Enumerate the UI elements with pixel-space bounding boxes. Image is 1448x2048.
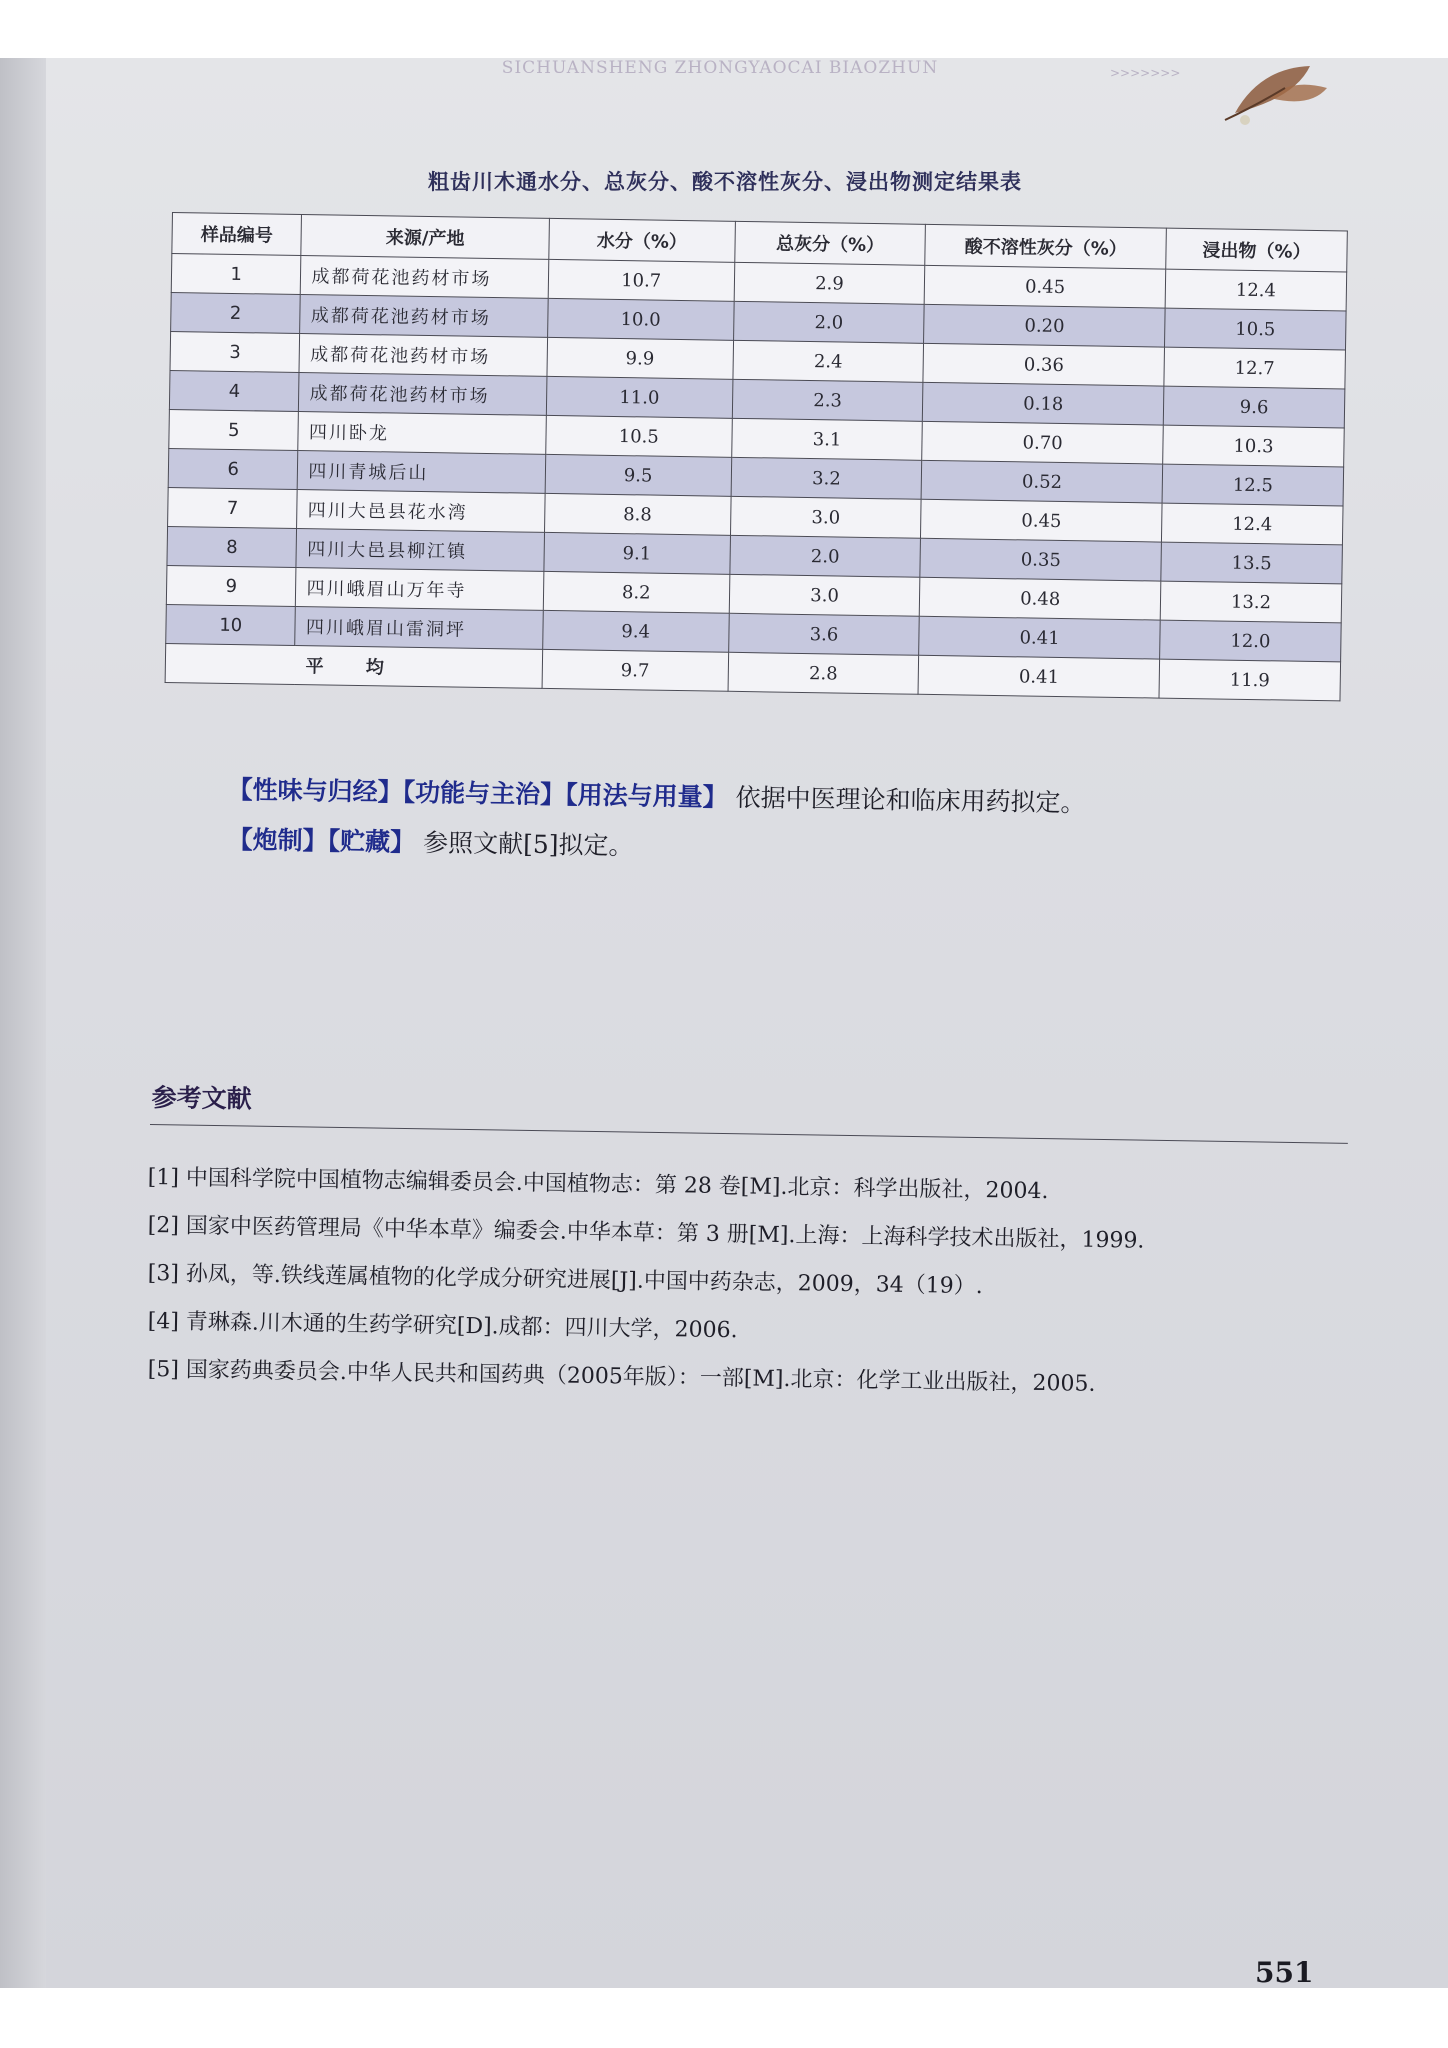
sample-id-cell: 7 [168, 487, 298, 528]
page-number: 551 [1255, 1956, 1314, 1988]
reference-item: [3] 孙凤，等.铁线莲属植物的化学成分研究进展[J].中国中药杂志，2009，34（19）. [147, 1260, 983, 1300]
sample-id-cell: 3 [170, 331, 300, 372]
paragraph-usage [227, 770, 1327, 823]
total-ash-cell: 3.2 [731, 457, 922, 499]
acid-ash-cell: 0.20 [924, 304, 1165, 347]
source-cell: 四川青城后山 [298, 451, 546, 494]
section-headings: 【性味与归经】【功能与主治】【用法与用量】 [227, 774, 728, 812]
book-page [0, 58, 1448, 1988]
sample-id-cell: 10 [166, 604, 296, 645]
spine-shadow [0, 58, 46, 1988]
acid-ash-cell: 0.41 [919, 616, 1160, 659]
source-cell: 四川大邑县花水湾 [297, 490, 545, 533]
paragraph-text: 参照文献[5]拟定。 [422, 828, 634, 861]
avg-acid-ash-cell: 0.41 [918, 655, 1159, 698]
extract-cell: 12.4 [1165, 269, 1347, 311]
total-ash-cell: 2.0 [733, 301, 924, 343]
reference-item: [1] 中国科学院中国植物志编辑委员会.中国植物志：第 28 卷[M].北京：科学出版社，2004. [147, 1164, 1049, 1205]
avg-total-ash-cell: 2.8 [728, 652, 919, 694]
total-ash-cell: 2.0 [730, 535, 921, 577]
total-ash-cell: 3.1 [731, 418, 922, 460]
acid-ash-cell: 0.48 [920, 577, 1161, 620]
total-ash-cell: 2.3 [732, 379, 923, 421]
col-header-source: 来源/产地 [301, 215, 549, 260]
sample-id-cell: 9 [166, 565, 296, 606]
extract-cell: 10.3 [1163, 425, 1345, 467]
sample-id-cell: 4 [169, 370, 299, 411]
extract-cell: 12.7 [1164, 347, 1346, 389]
source-cell: 四川大邑县柳江镇 [296, 529, 544, 572]
moisture-cell: 10.5 [545, 415, 732, 457]
source-cell: 四川峨眉山雷洞坪 [295, 606, 543, 649]
extract-cell: 10.5 [1165, 308, 1347, 350]
header-arrows: >>>>>>> [1110, 66, 1181, 80]
leaf-ornament-icon [1215, 58, 1335, 128]
reference-item: [4] 青琳森.川木通的生药学研究[D].成都：四川大学，2006. [147, 1308, 738, 1344]
extract-cell: 12.4 [1161, 503, 1343, 545]
total-ash-cell: 3.0 [729, 574, 920, 616]
acid-ash-cell: 0.45 [921, 499, 1162, 542]
total-ash-cell: 2.4 [733, 340, 924, 382]
sample-id-cell: 6 [168, 448, 298, 489]
moisture-cell: 11.0 [546, 376, 733, 418]
acid-ash-cell: 0.70 [922, 421, 1163, 464]
reference-item: [2] 国家中医药管理局《中华本草》编委会.中华本草：第 3 册[M].上海：上海科学技术出版社，1999. [147, 1212, 1145, 1254]
moisture-cell: 8.2 [543, 571, 730, 613]
col-header-total-ash: 总灰分（%） [735, 221, 926, 265]
extract-cell: 9.6 [1163, 386, 1345, 428]
moisture-cell: 10.7 [548, 259, 735, 301]
moisture-cell: 9.4 [542, 610, 729, 652]
extract-cell: 13.5 [1161, 542, 1343, 584]
acid-ash-cell: 0.18 [923, 382, 1164, 425]
col-header-acid-ash: 酸不溶性灰分（%） [925, 224, 1166, 269]
paragraph-text: 依据中医理论和临床用药拟定。 [735, 782, 1086, 818]
avg-moisture-cell: 9.7 [542, 649, 729, 691]
source-cell: 成都荷花池药材市场 [299, 334, 547, 377]
paragraph-processing [227, 820, 1327, 873]
extract-cell: 13.2 [1160, 581, 1342, 623]
extract-cell: 12.5 [1162, 464, 1344, 506]
acid-ash-cell: 0.35 [920, 538, 1161, 581]
section-headings: 【炮制】【贮藏】 [227, 824, 416, 857]
source-cell: 成都荷花池药材市场 [301, 256, 549, 299]
total-ash-cell: 2.9 [734, 262, 925, 304]
reference-item: [5] 国家药典委员会.中华人民共和国药典（2005年版）：一部[M].北京：化学工业出版社，2005. [147, 1356, 1096, 1397]
source-cell: 成都荷花池药材市场 [300, 295, 548, 338]
references-divider [150, 1124, 1348, 1144]
source-cell: 四川峨眉山万年寺 [296, 567, 544, 610]
extract-cell: 12.0 [1160, 620, 1342, 662]
moisture-cell: 10.0 [547, 298, 734, 340]
source-cell: 四川卧龙 [298, 412, 546, 455]
references-title: 参考文献 [151, 1082, 252, 1114]
avg-extract-cell: 11.9 [1159, 659, 1341, 701]
table-caption: 粗齿川木通水分、总灰分、酸不溶性灰分、浸出物测定结果表 [428, 169, 1022, 194]
total-ash-cell: 3.0 [730, 496, 921, 538]
acid-ash-cell: 0.45 [924, 265, 1165, 308]
sample-id-cell: 1 [171, 254, 301, 295]
source-cell: 成都荷花池药材市场 [299, 373, 547, 416]
acid-ash-cell: 0.36 [923, 343, 1164, 386]
acid-ash-cell: 0.52 [921, 460, 1162, 503]
moisture-cell: 9.5 [545, 454, 732, 496]
col-header-extract: 浸出物（%） [1166, 228, 1348, 272]
sample-id-cell: 5 [169, 409, 299, 450]
total-ash-cell: 3.6 [728, 613, 919, 655]
average-label: 平 均 [165, 643, 542, 688]
moisture-cell: 9.9 [547, 337, 734, 379]
sample-id-cell: 2 [171, 292, 301, 333]
sample-id-cell: 8 [167, 526, 297, 567]
moisture-cell: 8.8 [544, 493, 731, 535]
col-header-moisture: 水分（%） [548, 218, 735, 262]
moisture-cell: 9.1 [544, 532, 731, 574]
results-table [165, 212, 1348, 701]
running-header: SICHUANSHENG ZHONGYAOCAI BIAOZHUN [501, 58, 939, 78]
col-header-sample-id: 样品编号 [172, 213, 302, 256]
